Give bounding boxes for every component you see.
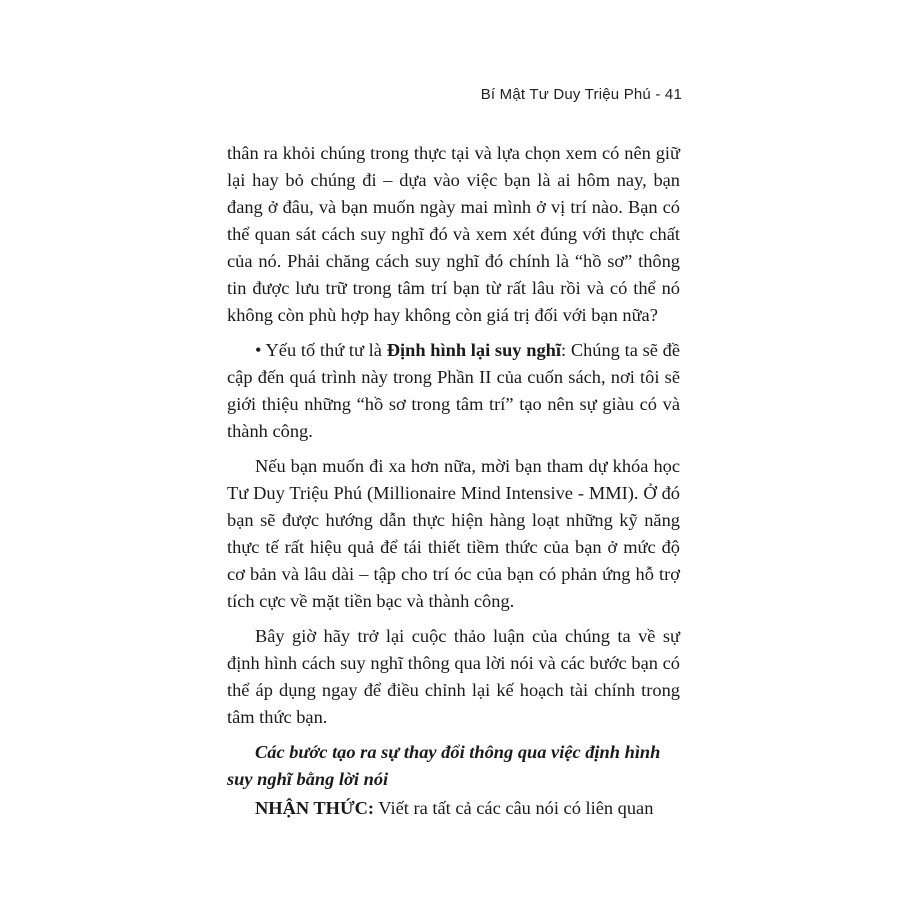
bullet-text: : Chúng ta sẽ đề cập đến quá trình này trong Phần II của cuốn sách, nơi tôi sẽ giới thiệu những “hồ sơ trong tâm trí” tạo nên sự giàu có và thành công. — [227, 340, 680, 441]
paragraph-continuation: thân ra khỏi chúng trong thực tại và lựa chọn xem có nên giữ lại hay bỏ chúng đi – dựa vào việc bạn là ai hôm nay, bạn đang ở đâu, và bạn muốn ngày mai mình ở vị trí nào. Bạn có thể quan sát cách suy nghĩ đó và xem xét đúng với thực chất của nó. Phải chăng cách suy nghĩ đó chính là “hồ sơ” thông tin được lưu trữ trong tâm trí bạn từ rất lâu rồi và có thể nó không còn phù hợp hay không còn giá trị đối với bạn nữa? — [227, 143, 680, 325]
running-header: Bí Mật Tư Duy Triệu Phú - 41 — [480, 86, 682, 103]
bullet-term: Định hình lại suy nghĩ — [386, 340, 561, 360]
paragraph-mmi: Nếu bạn muốn đi xa hơn nữa, mời bạn tham dự khóa học Tư Duy Triệu Phú (Millionaire Mind Intensive - MMI). Ở đó bạn sẽ được hướng dẫn thực hiện hàng loạt những kỹ năng thực tế rất hiệu quả để tái thiết tiềm thức của bạn ở mức độ cơ bản và lâu dài – tập cho trí óc của bạn có phản ứng hỗ trợ tích cực về mặt tiền bạc và thành công. — [227, 456, 680, 611]
step-text: Viết ra tất cả các câu nói có liên quan — [378, 798, 654, 818]
page-body — [227, 140, 680, 822]
bullet-item — [227, 337, 680, 445]
step-awareness — [227, 795, 680, 822]
paragraph-return: Bây giờ hãy trở lại cuộc thảo luận của chúng ta về sự định hình cách suy nghĩ thông qua lời nói và các bước bạn có thể áp dụng ngay để điều chỉnh lại kế hoạch tài chính trong tâm thức bạn. — [227, 626, 680, 727]
bullet-marker: • — [255, 340, 262, 360]
section-heading: Các bước tạo ra sự thay đổi thông qua việc định hình suy nghĩ bằng lời nói — [227, 742, 661, 789]
bullet-lead: Yếu tố thứ tư là — [265, 340, 382, 360]
step-label: NHẬN THỨC: — [255, 798, 375, 818]
